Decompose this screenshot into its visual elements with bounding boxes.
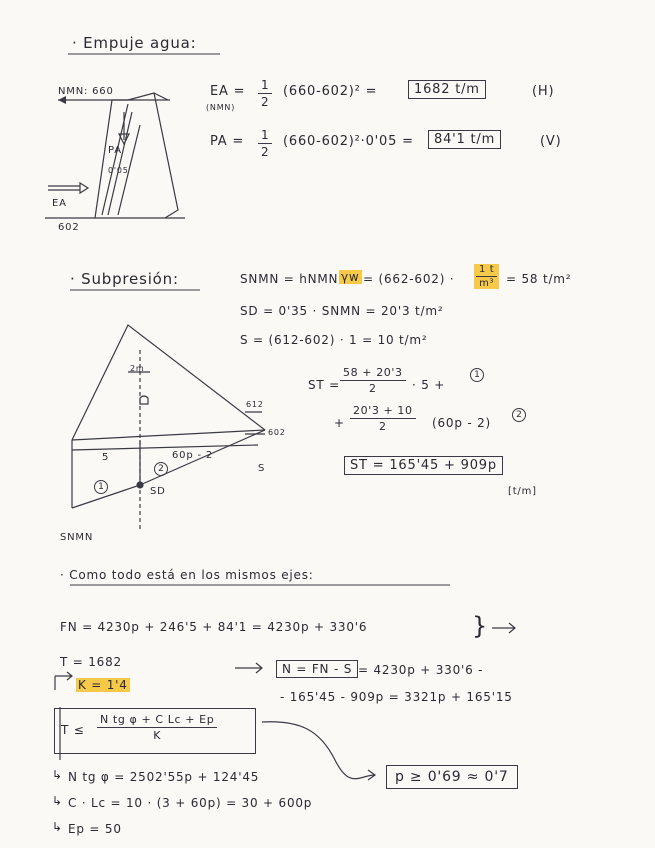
unit-num: 1 t [476,264,497,277]
label-2m: 2m [130,364,145,373]
section-title-empuje: · Empuje agua: [72,34,197,52]
ineq-den: K [153,729,162,742]
ineq-num: N tg φ + C Lc + Ep [97,713,217,728]
term-2-marker: 2 [512,408,526,422]
st-frac2 [350,404,416,433]
label-602: 602 [268,428,286,437]
label-sd: SD [150,486,166,497]
brace: } [472,612,489,640]
nmn-label: NMN: 660 [58,86,114,97]
label-60p2: 60p - 2 [172,450,214,461]
ea-frac-num: 1 [258,78,272,94]
s-eq: S = (612-602) · 1 = 10 t/m² [240,333,428,347]
uplift-diagram [72,325,265,530]
st-frac2-den: 2 [379,420,387,433]
st-frac1-num: 58 + 20'3 [340,366,406,381]
st-term1: · 5 + [412,378,446,392]
label-612: 612 [246,400,264,409]
st-frac1 [340,366,406,395]
pa-eq-rhs: (660-602)²·0'05 = [283,134,414,149]
st-frac2-num: 20'3 + 10 [350,404,416,419]
st-term2: (60p - 2) [432,416,492,430]
slope-label: 0'05 [108,166,129,175]
section-title-ejes: · Como todo está en los mismos ejes: [60,568,314,582]
label-snmn: SNMN [60,532,94,543]
arrow-l2: ↳ [52,794,63,808]
st-lhs: ST = [308,378,341,392]
ea-sketch-label: EA [52,198,67,209]
snmn-eq-mid: = (662-602) · [363,272,455,286]
label-5: 5 [102,452,110,463]
pa-frac-den: 2 [261,145,270,159]
fn-eq: FN = 4230p + 246'5 + 84'1 = 4230p + 330'6 [60,620,368,634]
st-plus: + [334,416,345,430]
ea-eq-rhs: (660-602)² = [283,84,378,99]
t-eq: T = 1682 [60,655,122,669]
final-result: p ≥ 0'69 ≈ 0'7 [386,765,518,789]
ineq-frac [97,713,217,742]
safety-inequality-box [54,708,256,754]
ea-eq-lhs: EA = [210,84,246,99]
ea-result: 1682 t/m [408,80,486,99]
st-unit: [t/m] [508,486,537,497]
n-eq-rest: = 4230p + 330'6 - [358,663,484,677]
ep-eq: Ep = 50 [68,822,122,836]
pa-eq-frac [258,128,272,159]
label-s: S [258,463,266,474]
term-1-marker: 1 [470,368,484,382]
ea-eq-sub: (NMN) [206,103,236,112]
ineq-lhs: T ≤ [61,723,85,737]
gamma-w: γw [341,270,360,284]
ea-frac-den: 2 [261,95,270,109]
section-title-subpresion: · Subpresión: [70,270,179,288]
n-eq-line2: - 165'45 - 909p = 3321p + 165'15 [280,690,513,704]
snmn-eq-rhs: = 58 t/m² [506,272,572,286]
arrow-l1: ↳ [52,768,63,782]
pa-frac-num: 1 [258,128,272,144]
ntg-eq: N tg φ = 2502'55p + 124'45 [68,770,260,784]
region-1-marker: 1 [94,480,108,494]
st-frac1-den: 2 [369,382,377,395]
st-result: ST = 165'45 + 909p [344,456,503,475]
ea-eq-frac [258,78,272,109]
region-2-marker: 2 [154,462,168,476]
sd-eq: SD = 0'35 · SNMN = 20'3 t/m² [240,304,444,318]
unit-den: m³ [479,278,495,289]
unit-frac [474,264,499,289]
k-eq: K = 1'4 [78,678,128,692]
ea-direction: (H) [532,84,555,99]
base-label: 602 [58,222,80,233]
clc-eq: C · Lc = 10 · (3 + 60p) = 30 + 600p [68,796,313,810]
arrow-l3: ↳ [52,820,63,834]
pa-sketch-label: PA [108,145,122,156]
pa-result: 84'1 t/m [428,130,501,149]
pa-direction: (V) [540,134,562,149]
pa-eq-lhs: PA = [210,134,245,149]
n-eq-box: N = FN - S [276,660,358,678]
snmn-eq-lhs: SNMN = hNMN [240,272,339,286]
